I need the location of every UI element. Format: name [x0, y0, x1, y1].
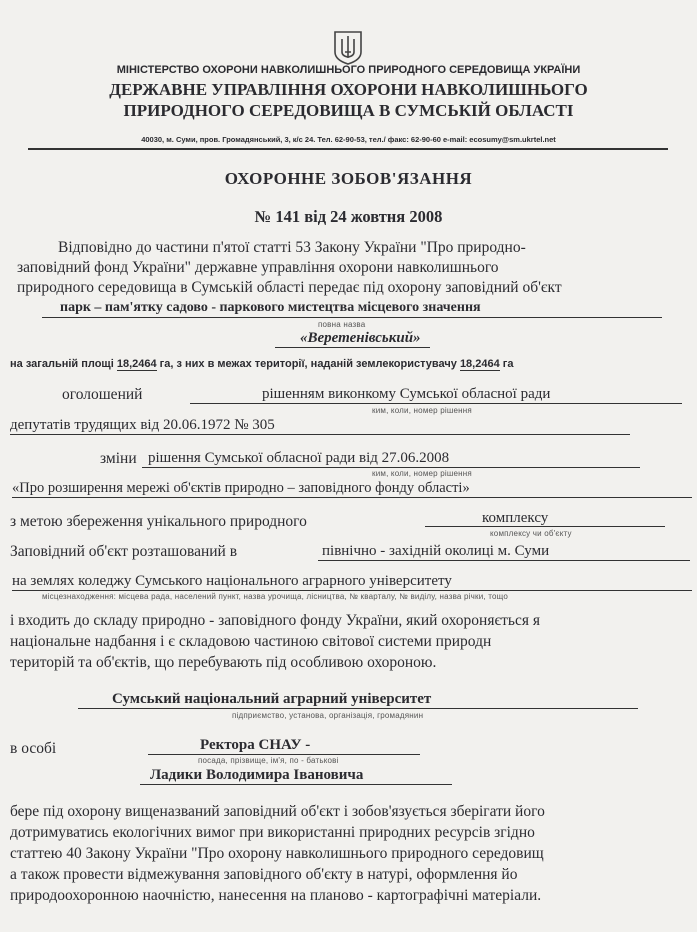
fund-line-2: національне надбання і є складовою частиною світової системи природн [10, 633, 492, 650]
location-underline [318, 560, 690, 561]
changes-underline [142, 467, 640, 468]
fund-line-1: і входить до складу природно - заповідного фонду України, який охороняється я [10, 612, 540, 629]
location-underline-2 [12, 590, 692, 591]
closing-line-2: дотримуватись екологічних вимог при використанні природних ресурсів згідно [10, 824, 535, 841]
purpose-underline [425, 526, 665, 527]
intro-line-3: природного середовища в Сумській області передає під охорону заповідний об'єкт [17, 279, 562, 296]
declared-value: рішенням виконкому Сумської обласної ради [262, 386, 551, 402]
changes-label: зміни [100, 450, 137, 467]
person-name-underline [140, 784, 452, 785]
declared-underline-2 [10, 434, 630, 435]
declared-caption: ким, коли, номер рішення [372, 406, 472, 415]
object-type-value: парк – пам'ятку садово - паркового мистецтва місцевого значення [60, 300, 481, 315]
changes-value-2: «Про розширення мережі об'єктів природно – заповідного фонду області» [12, 480, 470, 496]
area-line [10, 358, 513, 370]
declared-value-2: депутатів трудящих від 20.06.1972 № 305 [10, 417, 275, 433]
object-name-underline [275, 347, 430, 348]
intro-line-2: заповідний фонд України" державне управління охорони навколишнього [17, 259, 499, 276]
declared-label: оголошений [62, 386, 143, 403]
closing-line-3: статтею 40 Закону України "Про охорону навколишнього природного середовищ [10, 845, 544, 862]
declared-underline [190, 403, 682, 404]
purpose-value: комплексу [482, 510, 549, 526]
object-type-caption: повна назва [318, 320, 366, 329]
changes-caption: ким, коли, номер рішення [372, 469, 472, 478]
person-position-underline [148, 754, 420, 755]
ministry-name: МІНІСТЕРСТВО ОХОРОНИ НАВКОЛИШНЬОГО ПРИРОДНОГО СЕРЕДОВИЩА УКРАЇНИ [116, 64, 581, 76]
area-mid-text: га, з них в межах території, наданій землекористувачу [159, 358, 457, 370]
object-name-value: «Веретенівський» [300, 330, 421, 346]
org-address: 40030, м. Суми, пров. Громадянський, 3, к/с 24. Тел. 62-90-53, тел./ факс: 62-90-60 e-mail: ecosumy@sm.ukrtel.net [141, 135, 556, 144]
closing-line-4: а також провести відмежування заповідного об'єкту в натурі, оформлення йо [10, 866, 518, 883]
person-caption: посада, прізвище, ім'я, по - батькові [198, 756, 339, 765]
enterprise-caption: підприємство, установа, організація, громадянин [232, 711, 424, 720]
area-prefix: на загальній площі [10, 358, 114, 370]
closing-line-5: природоохоронною наочністю, нанесення на планово - картографічні матеріали. [10, 887, 542, 904]
changes-value: рішення Сумської обласної ради від 27.06.2008 [148, 450, 450, 466]
location-value: північно - західній околиці м. Суми [322, 543, 550, 559]
person-label: в особі [10, 740, 57, 757]
person-name: Ладики Володимира Івановича [150, 767, 364, 783]
location-value-2: на землях коледжу Сумського національного аграрного університету [12, 573, 452, 589]
intro-line-1: Відповідно до частини п'ятої статті 53 Закону України "Про природно- [58, 239, 526, 256]
purpose-caption: комплексу чи об'єкту [490, 529, 572, 538]
enterprise-value: Сумський національний аграрний університет [112, 691, 432, 707]
document-number-line: № 141 від 24 жовтня 2008 [254, 207, 443, 226]
enterprise-underline [78, 708, 638, 709]
object-type-underline [42, 317, 662, 318]
location-label: Заповідний об'єкт розташований в [10, 543, 238, 560]
area-unit: га [502, 358, 514, 370]
area-total-value: 18,2464 [116, 358, 157, 370]
location-caption: місцезнаходження: місцева рада, населений пункт, назва урочища, лісництва, № кварталу, № виділу, назва річки, тощо [42, 592, 508, 601]
org-name-line1: ДЕРЖАВНЕ УПРАВЛІННЯ ОХОРОНИ НАВКОЛИШНЬОГО [109, 80, 588, 99]
trident-emblem-icon [332, 30, 364, 66]
area-user-value: 18,2464 [459, 358, 500, 370]
changes-underline-2 [12, 497, 692, 498]
purpose-text: з метою збереження унікального природного [10, 513, 307, 530]
person-position: Ректора СНАУ - [200, 737, 311, 753]
fund-line-3: територій та об'єктів, що перебувають під особливою охороною. [10, 654, 437, 671]
closing-line-1: бере під охорону вищеназваний заповідний об'єкт і зобов'язується зберігати його [10, 803, 545, 820]
org-name-line2: ПРИРОДНОГО СЕРЕДОВИЩА В СУМСЬКІЙ ОБЛАСТІ [123, 101, 574, 120]
header-rule [28, 148, 668, 150]
document-title: ОХОРОННЕ ЗОБОВ'ЯЗАННЯ [224, 169, 473, 188]
